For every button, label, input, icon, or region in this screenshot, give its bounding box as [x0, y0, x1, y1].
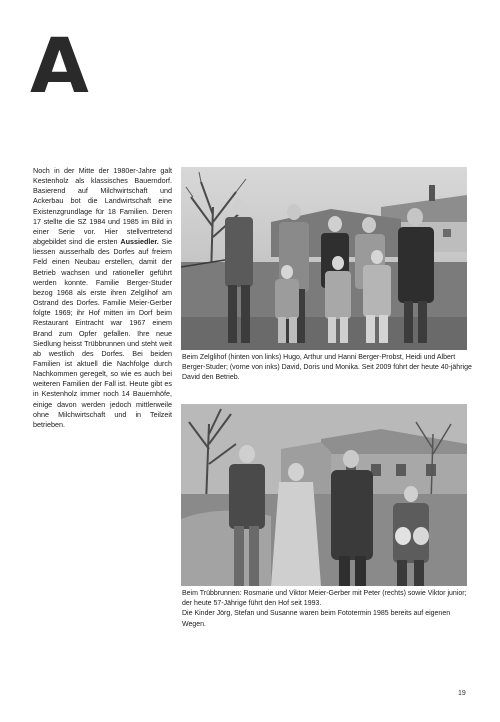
photo-caption-zelglihof: Beim Zelglihof (hinten von links) Hugo, Arthur und Hanni Berger-Probst, Heidi und Albert Berger-Studer; (vorne von inks) David, Doris und Monika. Seit 2009 führt der heute 40-jährige David den Betrieb. — [182, 354, 472, 382]
paragraph-text-part2: Sie liessen ausserhalb des Dorfes auf freiem Feld einen Neubau erstellen, damit der Betrieb wachsen und rationeller geführt werden konnte. Familie Berger-Studer bezog 1968 als erste ihren Zelglihof am Ostrand des Dorfes. Familie Meier-Gerber folgte 1969; ihr Hof mitten im Dorf beim Restaurant Eintracht war 1967 einem Brand zum Opfer gefallen. Ihre neue Siedlung heisst Trübbrunnen und steht weit ab westlich des Dorfes. Bei beiden Familien ist aktuell die Nachfolge durch Nachkommen geregelt, so wie es auch bei weiteren Familien der Fall ist. Heute gibt es in Kestenholz immer noch 14 Bauernhöfe, einige davon werden jedoch mittlerweile ohne Milchwirtschaft und in Teilzeit betrieben. — [33, 237, 173, 429]
photo-caption-truebbrunnen — [182, 589, 472, 630]
caption-line-2: Die Kinder Jörg, Stefan und Susanne waren beim Fototermin 1985 bereits auf eigenen Wegen. — [182, 610, 451, 628]
page-number: 19 — [458, 690, 466, 697]
family-photo-zelglihof — [181, 167, 467, 350]
paragraph-text-part1: Noch in der Mitte der 1980er-Jahre galt Kestenholz als klassisches Bauerndorf. Basierend auf Milchwirtschaft und Ackerbau bot die Landwirtschaft eine Existenzgrundlage für 18 Familien. Deren 17 stellte die SZ 1984 und 1985 im Bild in einer Serie vor. Hier stellvertretend abgebildet sind die ersten — [33, 166, 172, 247]
caption-line-1: Beim Trübbrunnen: Rosmarie und Viktor Meier-Gerber mit Peter (rechts) sowie Viktor junior; der heute 57-Jährige führt den Hof seit 1993. — [182, 590, 467, 608]
body-paragraph — [33, 166, 172, 430]
paragraph-bold-term: Aussiedler. — [120, 237, 159, 247]
chapter-initial: A — [30, 21, 88, 110]
family-photo-truebbrunnen — [181, 404, 467, 586]
